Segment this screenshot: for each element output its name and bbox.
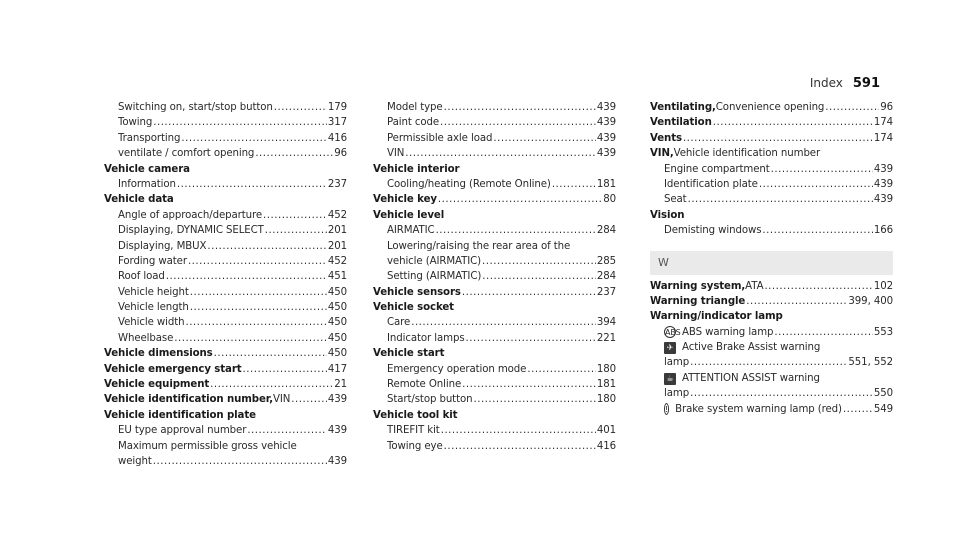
dot-leader	[462, 285, 596, 300]
entry-subheading: Fording water	[118, 255, 187, 267]
index-entry	[104, 331, 347, 346]
dot-leader	[214, 346, 327, 361]
index-entry	[373, 377, 616, 392]
page-reference: 450	[327, 302, 347, 314]
page-reference: 450	[327, 348, 347, 360]
index-entry	[650, 208, 893, 223]
index-entry	[373, 239, 616, 254]
dot-leader	[243, 362, 327, 377]
entry-subheading: Vehicle height	[118, 286, 189, 298]
dot-leader	[210, 377, 333, 392]
entry-heading: Vehicle data	[104, 194, 174, 206]
page-reference: 439	[596, 132, 616, 144]
index-entry	[104, 408, 347, 423]
page-reference: 452	[327, 255, 347, 267]
entry-subheading: ABS warning lamp	[682, 326, 774, 338]
page-reference: 21	[334, 379, 347, 391]
entry-subheading: Paint code	[387, 117, 440, 129]
index-entry	[373, 100, 616, 115]
page-reference: 416	[596, 440, 616, 452]
car-warning-icon: ✈	[664, 342, 676, 354]
index-entry	[650, 131, 893, 146]
index-entry	[650, 402, 893, 417]
dot-leader	[690, 355, 847, 370]
entry-heading: Vehicle key	[373, 194, 437, 206]
index-entry	[104, 162, 347, 177]
brake-warning-icon: !	[665, 404, 669, 414]
dot-leader	[166, 269, 327, 284]
entry-subheading: Information	[118, 178, 176, 190]
dot-leader	[185, 315, 326, 330]
entry-heading: Vehicle identification plate	[104, 409, 256, 421]
entry-subheading: Displaying, DYNAMIC SELECT	[118, 225, 264, 237]
entry-subheading: Wheelbase	[118, 332, 174, 344]
entry-subheading: Active Brake Assist warning	[682, 342, 821, 354]
entry-subheading: Indicator lamps	[387, 332, 465, 344]
index-entry	[650, 223, 893, 238]
index-entry	[373, 208, 616, 223]
section-letter-w: W	[650, 251, 893, 275]
entry-heading: Warning system,	[650, 280, 746, 292]
index-entry	[104, 177, 347, 192]
index-entry	[650, 325, 893, 340]
page-reference: 439	[327, 455, 347, 467]
entry-subheading: ventilate / comfort opening	[118, 148, 255, 160]
index-entry	[373, 269, 616, 284]
dot-leader	[762, 223, 872, 238]
entry-subheading: Remote Online	[387, 379, 462, 391]
index-entry	[373, 362, 616, 377]
dot-leader	[527, 362, 596, 377]
entry-heading: Vision	[650, 209, 685, 221]
dot-leader	[265, 223, 327, 238]
index-entry	[650, 100, 893, 115]
page-reference: 102	[873, 280, 893, 292]
dot-leader	[153, 454, 327, 469]
dot-leader	[690, 386, 873, 401]
entry-qualifier: Convenience opening	[715, 102, 825, 113]
entry-subheading: Displaying, MBUX	[118, 240, 207, 252]
index-entry	[373, 346, 616, 361]
entry-continuation: weight	[118, 455, 152, 467]
dot-leader	[774, 325, 872, 340]
page-reference: 237	[327, 178, 347, 190]
dot-leader	[688, 192, 873, 207]
dot-leader	[263, 208, 327, 223]
entry-subheading: AIRMATIC	[387, 225, 435, 237]
index-entry	[104, 239, 347, 254]
index-entry	[373, 131, 616, 146]
index-entry	[104, 131, 347, 146]
dot-leader	[466, 331, 596, 346]
page-reference: 439	[873, 163, 893, 175]
dot-leader	[462, 377, 596, 392]
dot-leader	[683, 131, 873, 146]
entry-subheading: Towing	[118, 117, 153, 129]
index-entry	[104, 315, 347, 330]
dot-leader	[552, 177, 596, 192]
index-entry	[373, 392, 616, 407]
entry-subheading: Seat	[664, 194, 687, 206]
index-entry	[650, 340, 893, 355]
page-reference: 237	[596, 286, 616, 298]
entry-continuation: lamp	[664, 357, 690, 369]
index-entry	[373, 192, 616, 207]
index-entry	[104, 100, 347, 115]
entry-continuation: lamp	[664, 388, 690, 400]
entry-heading: Vehicle interior	[373, 163, 460, 175]
page-reference: 439	[873, 178, 893, 190]
index-entry	[104, 254, 347, 269]
dot-leader	[436, 223, 596, 238]
page-reference: 180	[596, 363, 616, 375]
dot-leader	[764, 279, 872, 294]
index-entry	[104, 192, 347, 207]
entry-heading: Warning/indicator lamp	[650, 311, 783, 323]
entry-heading: Vehicle sensors	[373, 286, 461, 298]
page-reference: 201	[327, 225, 347, 237]
entry-subheading: Start/stop button	[387, 394, 473, 406]
page-reference: 284	[596, 271, 616, 283]
dot-leader	[247, 423, 327, 438]
dot-leader	[153, 115, 327, 130]
page-reference: 96	[880, 102, 893, 113]
index-entry	[650, 309, 893, 324]
dot-leader	[746, 294, 847, 309]
entry-subheading: Towing eye	[387, 440, 443, 452]
entry-subheading: Setting (AIRMATIC)	[387, 271, 482, 283]
index-entry	[104, 346, 347, 361]
index-entry	[650, 386, 893, 401]
page-reference: 452	[327, 209, 347, 221]
entry-subheading: Maximum permissible gross vehicle	[118, 440, 297, 452]
page-reference: 439	[327, 394, 347, 406]
index-entry	[104, 223, 347, 238]
page-reference: 317	[327, 117, 347, 129]
page-reference: 96	[334, 148, 347, 160]
entry-heading: Vents	[650, 132, 682, 144]
page-reference: 174	[873, 117, 893, 129]
dot-leader	[411, 315, 596, 330]
dot-leader	[713, 115, 873, 130]
entry-subheading: Roof load	[118, 271, 165, 283]
entry-heading: Warning triangle	[650, 295, 746, 307]
page-reference: 201	[327, 240, 347, 252]
dot-leader	[473, 392, 595, 407]
entry-heading: Vehicle emergency start	[104, 363, 242, 375]
index-entry	[104, 439, 347, 454]
index-entry	[104, 423, 347, 438]
index-entry	[650, 294, 893, 309]
index-entry	[104, 300, 347, 315]
page-reference: 550	[873, 388, 893, 400]
entry-subheading: Identification plate	[664, 178, 758, 190]
index-entry	[373, 285, 616, 300]
dot-leader	[255, 146, 333, 161]
dot-leader	[444, 100, 596, 115]
entry-subheading: Cooling/heating (Remote Online)	[387, 178, 551, 190]
dot-leader	[274, 100, 327, 115]
page-reference: 417	[327, 363, 347, 375]
index-entry	[373, 162, 616, 177]
entry-subheading: Switching on, start/stop button	[118, 102, 273, 113]
entry-heading: Vehicle socket	[373, 302, 454, 314]
page-reference: 416	[327, 132, 347, 144]
index-entry	[104, 285, 347, 300]
page-reference: 181	[596, 379, 616, 391]
page-reference: 166	[873, 225, 893, 237]
index-entry	[373, 115, 616, 130]
entry-qualifier: Vehicle identification number	[673, 148, 821, 160]
entry-subheading: Lowering/raising the rear area of the	[387, 240, 571, 252]
entry-subheading: ATTENTION ASSIST warning	[682, 372, 820, 384]
page-reference: 399, 400	[848, 295, 893, 307]
index-entry	[373, 408, 616, 423]
index-entry	[373, 331, 616, 346]
dot-leader	[759, 177, 873, 192]
dot-leader	[190, 300, 327, 315]
index-entry	[373, 177, 616, 192]
entry-subheading: Model type	[387, 102, 443, 113]
page-header	[810, 76, 880, 91]
page-reference: 439	[596, 117, 616, 129]
page-reference: 221	[596, 332, 616, 344]
entry-subheading: VIN	[387, 148, 405, 160]
entry-heading: Vehicle level	[373, 209, 445, 221]
entry-heading: Vehicle identification number,	[104, 394, 273, 406]
dot-leader	[174, 331, 327, 346]
entry-subheading: Transporting	[118, 132, 181, 144]
abs-warning-icon: ABS	[665, 327, 681, 337]
dot-leader	[188, 254, 327, 269]
index-entry	[104, 362, 347, 377]
entry-heading: Vehicle start	[373, 348, 445, 360]
entry-subheading: EU type approval number	[118, 425, 247, 437]
dot-leader	[493, 131, 596, 146]
index-entry	[373, 423, 616, 438]
entry-heading: Vehicle equipment	[104, 379, 210, 391]
index-entry	[104, 392, 347, 407]
dot-leader	[771, 162, 873, 177]
page-reference: 439	[327, 425, 347, 437]
dot-leader	[825, 100, 879, 115]
page-reference: 80	[603, 194, 616, 206]
page-reference: 180	[596, 394, 616, 406]
index-entry	[650, 115, 893, 130]
dot-leader	[441, 423, 596, 438]
entry-continuation: vehicle (AIRMATIC)	[387, 255, 482, 267]
index-entry	[373, 439, 616, 454]
dot-leader	[444, 439, 596, 454]
index-label: Index	[809, 76, 843, 90]
page-reference: 439	[596, 148, 616, 160]
page-reference: 181	[596, 178, 616, 190]
page-reference: 450	[327, 332, 347, 344]
index-entry	[104, 146, 347, 161]
page-reference: 179	[327, 102, 347, 113]
index-column-1	[104, 100, 347, 469]
index-entry	[104, 454, 347, 469]
dot-leader	[190, 285, 327, 300]
page-reference: 450	[327, 286, 347, 298]
dot-leader	[181, 131, 326, 146]
entry-subheading: Vehicle length	[118, 302, 189, 314]
entry-subheading: Permissible axle load	[387, 132, 493, 144]
entry-heading: Vehicle tool kit	[373, 409, 458, 421]
entry-subheading: Emergency operation mode	[387, 363, 527, 375]
entry-heading: Vehicle dimensions	[104, 348, 213, 360]
index-entry	[373, 223, 616, 238]
dot-leader	[440, 115, 596, 130]
index-entry	[650, 192, 893, 207]
index-entry	[104, 269, 347, 284]
page-number: 591	[852, 76, 880, 91]
index-entry	[650, 371, 893, 386]
index-column-2	[373, 100, 616, 454]
entry-heading: VIN,	[650, 148, 674, 160]
dot-leader	[438, 192, 602, 207]
index-column-3	[650, 100, 893, 417]
page-reference: 285	[596, 255, 616, 267]
entry-heading: Vehicle camera	[104, 163, 190, 175]
page-reference: 450	[327, 317, 347, 329]
entry-heading: Ventilation	[650, 117, 712, 129]
dot-leader	[482, 269, 596, 284]
entry-subheading: Care	[387, 317, 411, 329]
entry-qualifier: VIN	[273, 394, 291, 406]
index-entry	[650, 355, 893, 370]
page-reference: 451	[327, 271, 347, 283]
page-reference: 549	[873, 403, 893, 415]
page-reference: 551, 552	[848, 357, 893, 369]
page-reference: 439	[596, 102, 616, 113]
cup-warning-icon: ☕	[664, 373, 676, 385]
page-reference: 284	[596, 225, 616, 237]
dot-leader	[405, 146, 596, 161]
index-entry	[373, 254, 616, 269]
index-entry	[373, 146, 616, 161]
index-entry	[650, 162, 893, 177]
index-entry	[650, 279, 893, 294]
index-entry	[373, 300, 616, 315]
dot-leader	[482, 254, 596, 269]
page-reference: 553	[873, 326, 893, 338]
page-reference: 439	[873, 194, 893, 206]
entry-subheading: Engine compartment	[664, 163, 770, 175]
entry-subheading: Brake system warning lamp (red)	[675, 403, 842, 415]
index-entry	[373, 315, 616, 330]
index-entry	[104, 208, 347, 223]
entry-heading: Ventilating,	[650, 102, 716, 113]
page-reference: 401	[596, 425, 616, 437]
dot-leader	[291, 392, 327, 407]
page-reference: 394	[596, 317, 616, 329]
dot-leader	[177, 177, 327, 192]
index-entry	[650, 177, 893, 192]
entry-subheading: TIREFIT kit	[387, 425, 440, 437]
entry-subheading: Demisting windows	[664, 225, 762, 237]
index-entry	[104, 377, 347, 392]
page-reference: 174	[873, 132, 893, 144]
index-entry	[104, 115, 347, 130]
dot-leader	[207, 239, 326, 254]
entry-qualifier: ATA	[745, 280, 764, 292]
dot-leader	[843, 402, 873, 417]
entry-subheading: Angle of approach/departure	[118, 209, 263, 221]
entry-subheading: Vehicle width	[118, 317, 185, 329]
index-entry	[650, 146, 893, 161]
